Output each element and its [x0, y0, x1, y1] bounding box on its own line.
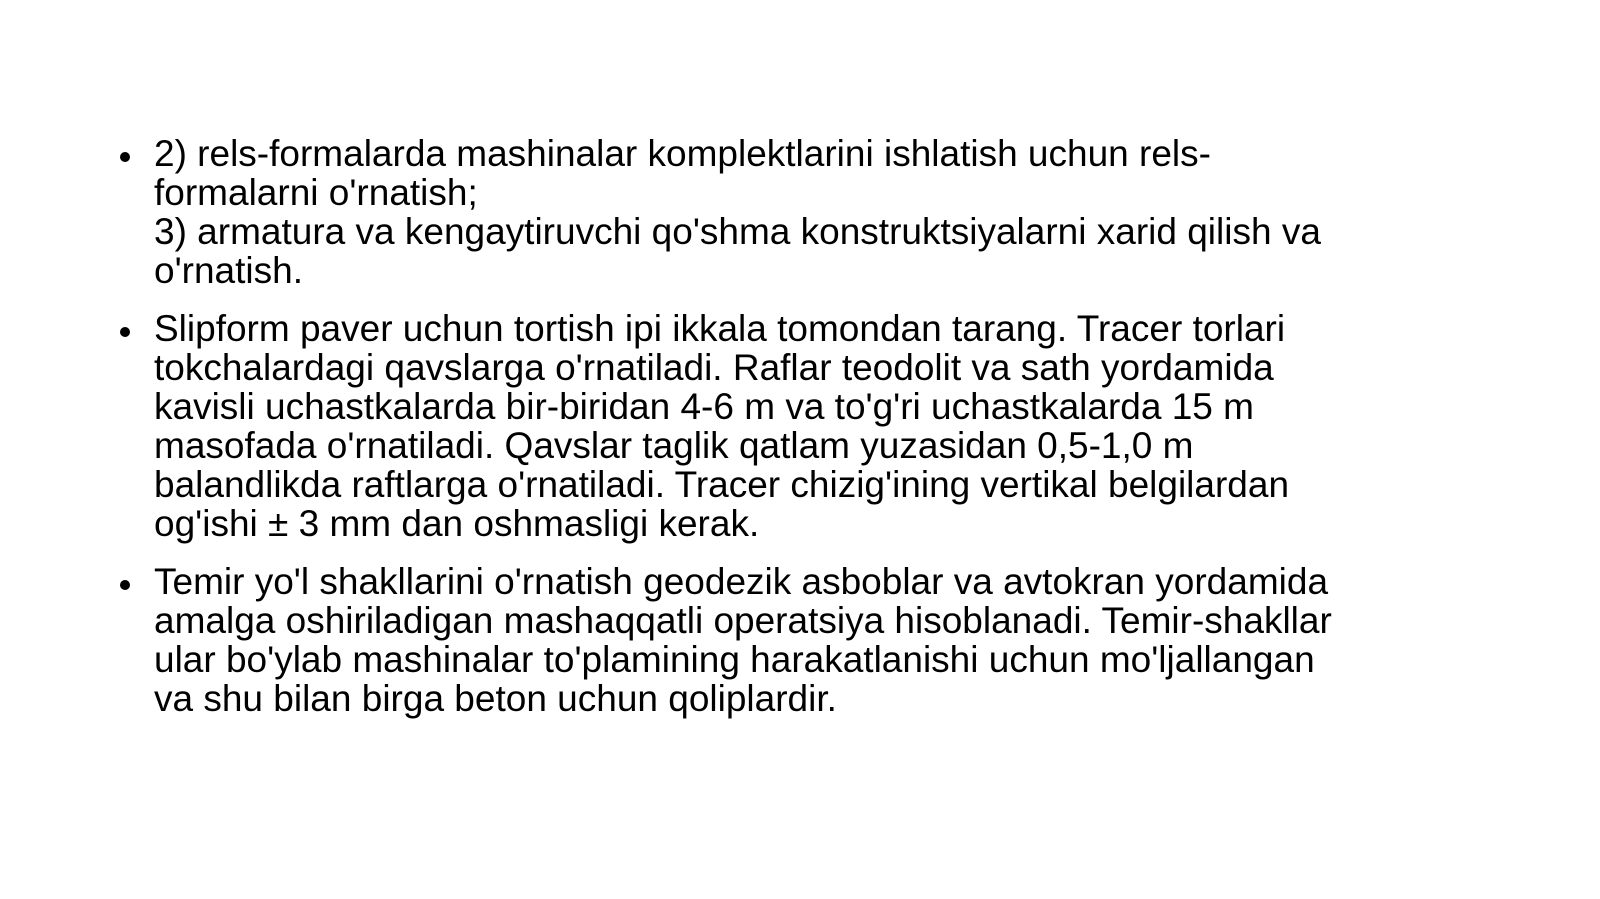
bullet-line: balandlikda raftlarga o'rnatiladi. Tracer chizig'ining vertikal belgilardan: [154, 464, 1290, 505]
bullet-line: tokchalardagi qavslarga o'rnatiladi. Raflar teodolit va sath yordamida: [154, 347, 1274, 388]
bullet-list: [118, 134, 1458, 737]
bullet-line: og'ishi ± 3 mm dan oshmasligi kerak.: [154, 503, 760, 544]
bullet-line: Slipform paver uchun tortish ipi ikkala tomondan tarang. Tracer torlari: [154, 308, 1286, 349]
bullet-icon: [120, 327, 130, 337]
bullet-line: o'rnatish.: [154, 250, 303, 291]
bullet-line: kavisli uchastkalarda bir-biridan 4-6 m va to'g'ri uchastkalarda 15 m: [154, 386, 1254, 427]
bullet-item-2: [118, 309, 1458, 543]
bullet-line: 2) rels-formalarda mashinalar komplektlarini ishlatish uchun rels-: [154, 133, 1211, 174]
bullet-line: amalga oshiriladigan mashaqqatli operatsiya hisoblanadi. Temir-shakllar: [154, 600, 1332, 641]
bullet-line: va shu bilan birga beton uchun qoliplardir.: [154, 678, 837, 719]
bullet-line: ular bo'ylab mashinalar to'plamining harakatlanishi uchun mo'ljallangan: [154, 639, 1315, 680]
bullet-icon: [120, 580, 130, 590]
bullet-item-1: [118, 134, 1458, 290]
bullet-line: Temir yo'l shakllarini o'rnatish geodezik asboblar va avtokran yordamida: [154, 561, 1329, 602]
bullet-line: masofada o'rnatiladi. Qavslar taglik qatlam yuzasidan 0,5-1,0 m: [154, 425, 1194, 466]
bullet-line: formalarni o'rnatish;: [154, 172, 478, 213]
bullet-line: 3) armatura va kengaytiruvchi qo'shma konstruktsiyalarni xarid qilish va: [154, 211, 1321, 252]
bullet-icon: [120, 152, 130, 162]
bullet-item-3: [118, 562, 1458, 718]
